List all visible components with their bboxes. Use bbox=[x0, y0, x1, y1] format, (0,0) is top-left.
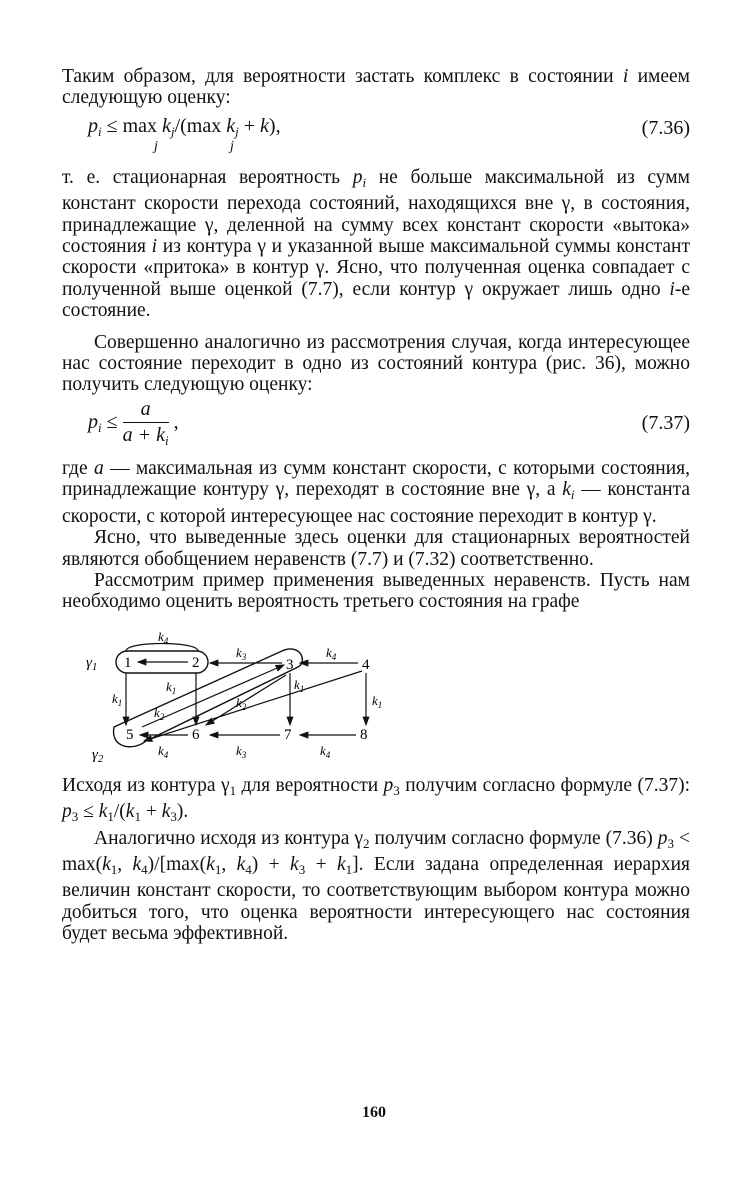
edge-label-k4: $k_4$ bbox=[326, 644, 337, 662]
paragraph-5: Ясно, что выведенные здесь оценки для стационарных вероятностей являются обобщением неравенств (7.7) и (7.32) соответственно. bbox=[62, 527, 690, 570]
node-2: 2 bbox=[192, 654, 200, 671]
paragraph-1: Таким образом, для вероятности застать комплекс в состоянии i имеем следующую оценку: bbox=[62, 66, 690, 109]
equation-number: (7.37) bbox=[641, 411, 690, 434]
paragraph-7: Исходя из контура $\gamma_1$ для вероятности $p_3$ получим согласно формуле (7.37): $p_3 \le k_1/(k_1 + k_3)$. bbox=[62, 774, 690, 825]
page-body bbox=[62, 66, 690, 945]
edge-label-k2: $k_2$ bbox=[154, 704, 165, 722]
edge-label-k4: $k_4$ bbox=[320, 742, 331, 760]
node-5: 5 bbox=[126, 726, 134, 743]
equation-7-37 bbox=[62, 396, 690, 458]
gamma1-label: $\gamma_1$ bbox=[86, 654, 98, 673]
edge-label-k1: $k_1$ bbox=[294, 676, 305, 694]
paragraph-4: где a — максимальная из сумм констант скорости, с которыми состояния, принадлежащие контуру γ, переходят в состояние вне γ, а $k_i$ — константа скорости, с которой интересующее нас состояние переходит в контур γ. bbox=[62, 457, 691, 527]
node-6: 6 bbox=[192, 726, 200, 743]
gamma2-label: $\gamma_2$ bbox=[92, 746, 104, 763]
edge-label-k1: $k_1$ bbox=[166, 678, 177, 696]
edge-label-k3: $k_3$ bbox=[236, 644, 247, 662]
edge-label-k2: $k_2$ bbox=[236, 694, 247, 712]
edge-label-k1: $k_1$ bbox=[112, 690, 123, 708]
node-8: 8 bbox=[360, 726, 368, 743]
state-graph-figure bbox=[62, 627, 690, 763]
equation-7-37-formula: $p_i$ ≤ $\frac{a}{a + k_i}$ , bbox=[88, 397, 179, 448]
node-7: 7 bbox=[284, 726, 292, 743]
equation-7-36: $p_i \le \max k_j/(\max$ $k_j + k$), j j (7.36) bbox=[88, 114, 690, 154]
page-number: 160 bbox=[362, 1104, 386, 1121]
node-1: 1 bbox=[124, 654, 132, 671]
edge-label-k4: $k_4$ bbox=[158, 742, 169, 760]
node-3: 3 bbox=[286, 656, 294, 673]
equation-number: (7.36) bbox=[641, 116, 690, 139]
paragraph-2: т. е. стационарная вероятность $p_i$ не больше максимальной из сумм констант скорости перехода состояний, находящихся вне γ, в состояния, принадлежащие γ, деленной на сумму всех констант скорости «вытока» состояния i из контура γ и указанной выше максимальной суммы констант скорости «притока» в контур γ. Ясно, что полученная оценка совпадает с полученной выше оценкой (7.7), если контур γ окружает лишь одно i-е состояние. bbox=[62, 166, 690, 322]
edge-label-k1: $k_1$ bbox=[372, 692, 383, 710]
paragraph-8: Аналогично исходя из контура $\gamma_2$ получим согласно формуле (7.36) $p_3 < \max(k_1$, $k_4)/[\max(k_1$, $k_4) + k_3 + k_1$]. Если задана определенная иерархия величин констант скорости, то соответствующим выбором контура можно добиться того, что оценка вероятности интересующего нас состояния будет весьма эффективной. bbox=[62, 827, 691, 945]
paragraph-3: Совершенно аналогично из рассмотрения случая, когда интересующее нас состояние переходит в одно из состояний контура (рис. 36), можно получить следующую оценку: bbox=[62, 331, 690, 396]
node-4: 4 bbox=[362, 656, 370, 673]
paragraph-6: Рассмотрим пример применения выведенных неравенств. Пусть нам необходимо оценить вероятность третьего состояния на графе bbox=[62, 569, 690, 613]
equation-7-36-formula: $p_i \le \max k_j/(\max$ $k_j + k$), bbox=[88, 114, 281, 139]
edge-label-k4: $k_4$ bbox=[158, 628, 169, 646]
edge-label-k3: $k_3$ bbox=[236, 742, 247, 760]
